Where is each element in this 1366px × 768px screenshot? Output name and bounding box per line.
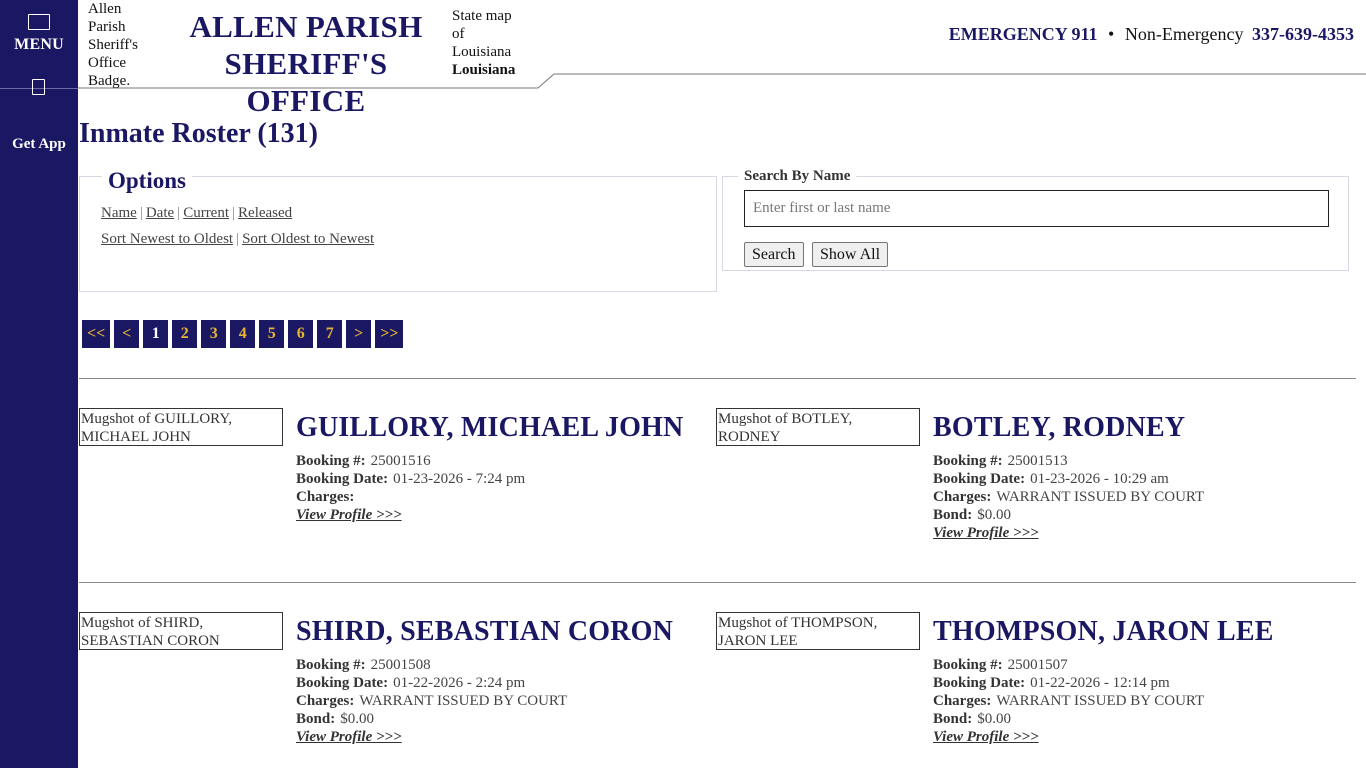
charges: WARRANT ISSUED BY COURT bbox=[996, 489, 1205, 505]
sort-order-row: Sort Newest to Oldest | Sort Oldest to Newest bbox=[101, 231, 375, 247]
page-button[interactable]: << bbox=[82, 320, 110, 348]
sidebar bbox=[0, 0, 78, 768]
mugshot-image[interactable]: Mugshot of BOTLEY, RODNEY bbox=[716, 408, 920, 446]
options-legend: Options bbox=[102, 168, 192, 194]
name-search-input[interactable] bbox=[744, 190, 1329, 227]
inmate-card bbox=[716, 408, 1353, 558]
sort-by-row: Name | Date | Current | Released bbox=[101, 205, 293, 221]
bond-row: Bond: $0.00 bbox=[296, 711, 374, 727]
mugshot-image[interactable]: Mugshot of THOMPSON, JARON LEE bbox=[716, 612, 920, 650]
menu-icon bbox=[28, 14, 50, 30]
sort-name-link[interactable]: Name bbox=[101, 205, 137, 221]
page-button[interactable]: 1 bbox=[143, 320, 168, 348]
bond-row: Bond: $0.00 bbox=[933, 507, 1011, 523]
page-button[interactable]: < bbox=[114, 320, 139, 348]
non-emergency-label: Non-Emergency bbox=[1124, 24, 1244, 44]
page-button[interactable]: >> bbox=[375, 320, 403, 348]
search-legend: Search By Name bbox=[738, 168, 856, 185]
booking-date: 01-22-2026 - 12:14 pm bbox=[1030, 675, 1170, 691]
booking-number-row: Booking #: 25001508 bbox=[296, 657, 431, 673]
sort-date-link[interactable]: Date bbox=[145, 205, 175, 221]
site-title[interactable]: ALLEN PARISH SHERIFF'S OFFICE bbox=[189, 9, 423, 118]
mugshot-image[interactable]: Mugshot of SHIRD, SEBASTIAN CORON bbox=[79, 612, 283, 650]
booking-number-row: Booking #: 25001516 bbox=[296, 453, 431, 469]
bond-row: Bond: $0.00 bbox=[933, 711, 1011, 727]
booking-number-row: Booking #: 25001507 bbox=[933, 657, 1068, 673]
charges-row: Charges: WARRANT ISSUED BY COURT bbox=[296, 693, 568, 709]
page-button[interactable]: 3 bbox=[201, 320, 226, 348]
get-app-button[interactable]: Get App bbox=[12, 136, 66, 152]
inmate-name[interactable]: GUILLORY, MICHAEL JOHN bbox=[296, 412, 684, 443]
mugshot-image[interactable]: Mugshot of GUILLORY, MICHAEL JOHN bbox=[79, 408, 283, 446]
inmate-name[interactable]: BOTLEY, RODNEY bbox=[933, 412, 1186, 443]
booking-date: 01-22-2026 - 2:24 pm bbox=[393, 675, 526, 691]
charges-row: Charges: WARRANT ISSUED BY COURT bbox=[933, 693, 1205, 709]
page-button[interactable]: > bbox=[346, 320, 371, 348]
inmate-card bbox=[79, 612, 716, 762]
booking-date-row: Booking Date: 01-22-2026 - 12:14 pm bbox=[933, 675, 1170, 691]
inmate-card bbox=[79, 408, 716, 558]
sort-oldest-link[interactable]: Sort Oldest to Newest bbox=[242, 231, 375, 247]
inmate-name[interactable]: SHIRD, SEBASTIAN CORON bbox=[296, 616, 674, 647]
louisiana-map-image: State map of Louisiana bbox=[452, 8, 512, 60]
charges-row: Charges: WARRANT ISSUED BY COURT bbox=[933, 489, 1205, 505]
view-profile-link[interactable]: View Profile >>> bbox=[933, 729, 1039, 745]
menu-label: MENU bbox=[14, 36, 64, 53]
bond: $0.00 bbox=[977, 711, 1011, 727]
page-title: Inmate Roster (131) bbox=[79, 118, 318, 149]
view-profile-link[interactable]: View Profile >>> bbox=[296, 729, 402, 745]
charges: WARRANT ISSUED BY COURT bbox=[996, 693, 1205, 709]
view-profile-link[interactable]: View Profile >>> bbox=[933, 525, 1039, 541]
phone-icon[interactable] bbox=[32, 79, 45, 95]
page-button[interactable]: 5 bbox=[259, 320, 284, 348]
inmate-card bbox=[716, 612, 1353, 762]
sort-newest-link[interactable]: Sort Newest to Oldest bbox=[101, 231, 234, 247]
booking-number-row: Booking #: 25001513 bbox=[933, 453, 1068, 469]
show-all-button[interactable]: Show All bbox=[812, 242, 888, 267]
menu-button[interactable] bbox=[0, 14, 78, 54]
inmate-name[interactable]: THOMPSON, JARON LEE bbox=[933, 616, 1274, 647]
non-emergency-phone[interactable]: 337-639-4353 bbox=[1252, 24, 1354, 44]
site-header bbox=[78, 0, 1366, 118]
filter-released-link[interactable]: Released bbox=[238, 205, 293, 221]
charges-row: Charges: bbox=[296, 489, 355, 505]
map-label: Louisiana bbox=[452, 62, 516, 78]
page-button[interactable]: 2 bbox=[172, 320, 197, 348]
booking-date-row: Booking Date: 01-23-2026 - 10:29 am bbox=[933, 471, 1169, 487]
bond: $0.00 bbox=[977, 507, 1011, 523]
page-button[interactable]: 6 bbox=[288, 320, 313, 348]
separator-bullet: • bbox=[1108, 24, 1115, 44]
page-button[interactable]: 4 bbox=[230, 320, 255, 348]
booking-number: 25001508 bbox=[370, 657, 431, 673]
booking-date-row: Booking Date: 01-23-2026 - 7:24 pm bbox=[296, 471, 526, 487]
options-panel bbox=[79, 168, 717, 292]
emergency-contacts bbox=[949, 24, 1354, 45]
booking-date: 01-23-2026 - 7:24 pm bbox=[393, 471, 526, 487]
booking-number: 25001513 bbox=[1007, 453, 1068, 469]
booking-number: 25001507 bbox=[1007, 657, 1068, 673]
search-panel bbox=[722, 168, 1349, 271]
booking-number: 25001516 bbox=[370, 453, 431, 469]
charges: WARRANT ISSUED BY COURT bbox=[359, 693, 568, 709]
view-profile-link[interactable]: View Profile >>> bbox=[296, 507, 402, 523]
bond: $0.00 bbox=[340, 711, 374, 727]
section-divider bbox=[79, 582, 1356, 583]
booking-date: 01-23-2026 - 10:29 am bbox=[1030, 471, 1169, 487]
booking-date-row: Booking Date: 01-22-2026 - 2:24 pm bbox=[296, 675, 526, 691]
sheriff-badge-image[interactable]: Allen Parish Sheriff's Office Badge. bbox=[88, 1, 138, 88]
emergency-number[interactable]: EMERGENCY 911 bbox=[948, 24, 1098, 44]
pagination bbox=[82, 320, 403, 348]
section-divider bbox=[79, 378, 1356, 379]
page-button[interactable]: 7 bbox=[317, 320, 342, 348]
filter-current-link[interactable]: Current bbox=[183, 205, 230, 221]
search-button[interactable]: Search bbox=[744, 242, 804, 267]
